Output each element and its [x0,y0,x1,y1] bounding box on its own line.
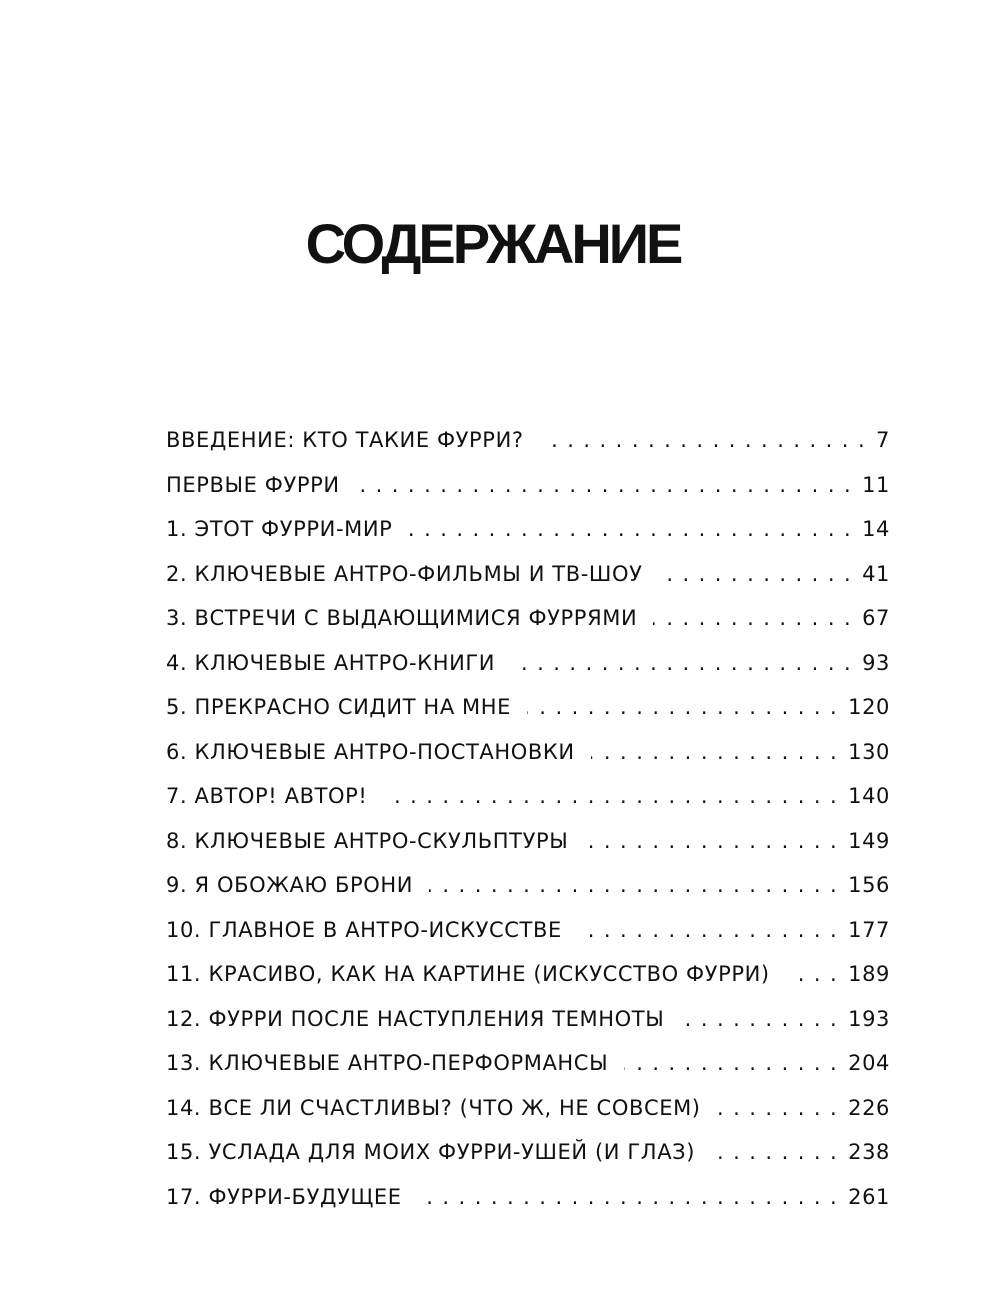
toc-entry-page: 226 [848,1095,890,1120]
dot-leader [717,1086,839,1131]
dot-leader [383,774,838,819]
toc-entry-label: 9. Я ОБОЖАЮ БРОНИ [166,873,414,897]
dot-leader [408,507,852,552]
toc-entry[interactable] [166,507,890,552]
toc-entry[interactable] [166,1041,890,1086]
toc-entry-page: 11 [862,472,890,497]
toc-entry-label: 13. КЛЮЧЕВЫЕ АНТРО-ПЕРФОРМАНСЫ [166,1051,609,1075]
toc-entry-page: 149 [848,828,890,853]
dot-leader [540,418,866,463]
toc-entry-label: 15. УСЛАДА ДЛЯ МОИХ ФУРРИ-УШЕЙ (И ГЛАЗ) [166,1140,696,1164]
dot-leader [624,1041,838,1086]
toc-entry-page: 130 [848,739,890,764]
dot-leader [591,730,838,775]
toc-entry-label: 14. ВСЕ ЛИ СЧАСТЛИВЫ? (ЧТО Ж, НЕ СОВСЕМ) [166,1095,701,1120]
toc-entry[interactable] [166,730,890,775]
toc-entry-label: 7. АВТОР! АВТОР! [166,784,368,808]
toc-entry-label: 12. ФУРРИ ПОСЛЕ НАСТУПЛЕНИЯ ТЕМНОТЫ [166,1006,665,1031]
toc-entry-label: 8. КЛЮЧЕВЫЕ АНТРО-СКУЛЬПТУРЫ [166,828,569,853]
dot-leader [418,1175,838,1220]
toc-entry[interactable] [166,552,890,597]
toc-entry-page: 204 [848,1051,890,1075]
toc-entry[interactable] [166,863,890,908]
toc-entry-label: 4. КЛЮЧЕВЫЕ АНТРО-КНИГИ [166,650,496,675]
toc-entry-label: ПЕРВЫЕ ФУРРИ [166,472,340,497]
toc-entry[interactable] [166,1130,890,1175]
toc-entry-label: 17. ФУРРИ-БУДУЩЕЕ [166,1184,402,1209]
dot-leader [711,1130,838,1175]
dot-leader [527,685,838,730]
toc-entry-label: 11. КРАСИВО, КАК НА КАРТИНЕ (ИСКУССТВО ФУРРИ) [166,962,770,986]
dot-leader [511,641,852,686]
dot-leader [786,952,838,997]
dot-leader [356,463,852,508]
dot-leader [584,819,838,864]
toc-entry-label: 5. ПРЕКРАСНО СИДИТ НА МНЕ [166,695,512,719]
toc-entry-page: 238 [848,1140,890,1164]
toc-entry-page: 93 [862,650,890,675]
toc-entry[interactable] [166,774,890,819]
toc-entry[interactable] [166,641,890,686]
toc-entry[interactable] [166,685,890,730]
toc-entry-page: 120 [848,695,890,719]
dot-leader [429,863,838,908]
toc-entry-label: 10. ГЛАВНОЕ В АНТРО-ИСКУССТВЕ [166,917,562,942]
toc-entry[interactable] [166,1086,890,1131]
toc-entry-label: 3. ВСТРЕЧИ С ВЫДАЮЩИМИСЯ ФУРРЯМИ [166,606,638,630]
dot-leader [578,908,838,953]
toc-entry-page: 156 [848,873,890,897]
toc-entry-page: 7 [876,428,890,452]
toc-entry[interactable] [166,997,890,1042]
toc-entry-label: 2. КЛЮЧЕВЫЕ АНТРО-ФИЛЬМЫ И ТВ-ШОУ [166,561,643,586]
table-of-contents [166,418,890,1219]
toc-entry-page: 177 [848,917,890,942]
toc-entry-page: 140 [848,784,890,808]
toc-entry-label: 6. КЛЮЧЕВЫЕ АНТРО-ПОСТАНОВКИ [166,739,575,764]
toc-entry-page: 41 [862,561,890,586]
page-title: СОДЕРЖАНИЕ [305,212,681,275]
toc-entry-label: 1. ЭТОТ ФУРРИ-МИР [166,517,393,541]
dot-leader [680,997,838,1042]
toc-entry[interactable] [166,908,890,953]
dot-leader [658,552,852,597]
dot-leader [653,596,852,641]
toc-entry-page: 193 [848,1006,890,1031]
toc-entry-page: 14 [862,517,890,541]
toc-entry[interactable] [166,952,890,997]
toc-entry[interactable] [166,819,890,864]
toc-entry[interactable] [166,418,890,463]
toc-entry-label: ВВЕДЕНИЕ: КТО ТАКИЕ ФУРРИ? [166,428,524,452]
toc-entry[interactable] [166,596,890,641]
toc-entry[interactable] [166,463,890,508]
toc-entry-page: 189 [848,962,890,986]
toc-entry-page: 261 [848,1184,890,1209]
toc-entry[interactable] [166,1175,890,1220]
toc-entry-page: 67 [862,606,890,630]
